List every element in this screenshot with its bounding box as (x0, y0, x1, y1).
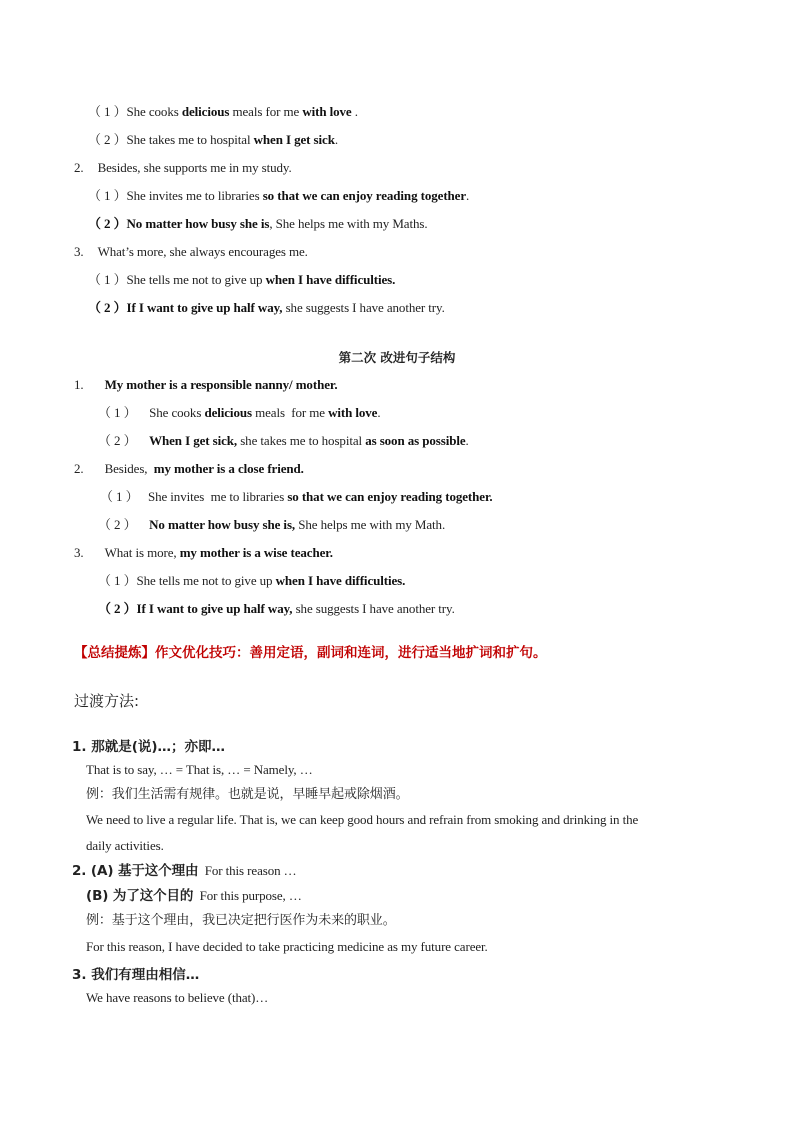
item2-example-cn: 例：基于这个理由，我已决定把行医作为未来的职业。 (86, 913, 396, 928)
item1-example-en-2: daily activities. (86, 838, 164, 853)
item2-a: 2. (A) 基于这个理由 For this reason … (72, 863, 297, 879)
item2-head-a: 2. (A) 基于这个理由 (72, 863, 199, 879)
s2-line-8: （ 1 ）She tells me not to give up when I have difficulties. (98, 573, 406, 588)
item1-en: That is to say, … = That is, … = Namely, … (86, 762, 313, 777)
s2-line-2: （ 1 ） She cooks delicious meals for me with love. (98, 405, 381, 420)
section2-title: 第二次 改进句子结构 (338, 350, 456, 365)
s2-line-1: 1. My mother is a responsible nanny/ mother. (74, 377, 338, 392)
s2-line-9: （ 2 ）If I want to give up half way, she suggests I have another try. (98, 601, 455, 616)
s2-line-3: （ 2 ） When I get sick, she takes me to hospital as soon as possible. (98, 433, 469, 448)
s2-line-7: 3. What is more, my mother is a wise teacher. (74, 545, 333, 560)
summary-tip: 【总结提炼】作文优化技巧：善用定语，副词和连词，进行适当地扩词和扩句。 (74, 645, 547, 661)
item1-head: 1. 那就是(说)…；亦即… (72, 739, 226, 755)
item2-head-b: (B) 为了这个目的 (86, 888, 194, 904)
s1-line-4: （ 1 ）She invites me to libraries so that we can enjoy reading together. (88, 188, 470, 203)
s1-line-1: （ 1 ）She cooks delicious meals for me with love . (88, 104, 358, 119)
item1-example-en-1: We need to live a regular life. That is, we can keep good hours and refrain from smoking and drinking in the (86, 812, 639, 827)
item2-b: (B) 为了这个目的 For this purpose, … (86, 888, 302, 904)
s1-line-3: 2. Besides, she supports me in my study. (74, 160, 292, 175)
s1-line-2: （ 2 ）She takes me to hospital when I get sick. (88, 132, 338, 147)
item1-example-cn: 例：我们生活需有规律。也就是说，早睡早起戒除烟酒。 (86, 787, 409, 802)
item2-example-en: For this reason, I have decided to take practicing medicine as my future career. (86, 939, 488, 954)
s2-line-4: 2. Besides, my mother is a close friend. (74, 461, 304, 476)
s1-line-6: 3. What’s more, she always encourages me. (74, 244, 308, 259)
item3-en: We have reasons to believe (that)… (86, 990, 269, 1005)
s2-line-6: （ 2 ） No matter how busy she is, She helps me with my Math. (98, 517, 446, 532)
s1-line-5: （ 2 ）No matter how busy she is, She helps me with my Maths. (88, 216, 428, 231)
item3-head: 3. 我们有理由相信… (72, 967, 200, 983)
s1-line-8: （ 2 ）If I want to give up half way, she suggests I have another try. (88, 300, 445, 315)
transition-heading: 过渡方法: (74, 692, 140, 710)
s2-line-5: （ 1 ） She invites me to libraries so that we can enjoy reading together. (100, 489, 493, 504)
s1-line-7: （ 1 ）She tells me not to give up when I have difficulties. (88, 272, 396, 287)
